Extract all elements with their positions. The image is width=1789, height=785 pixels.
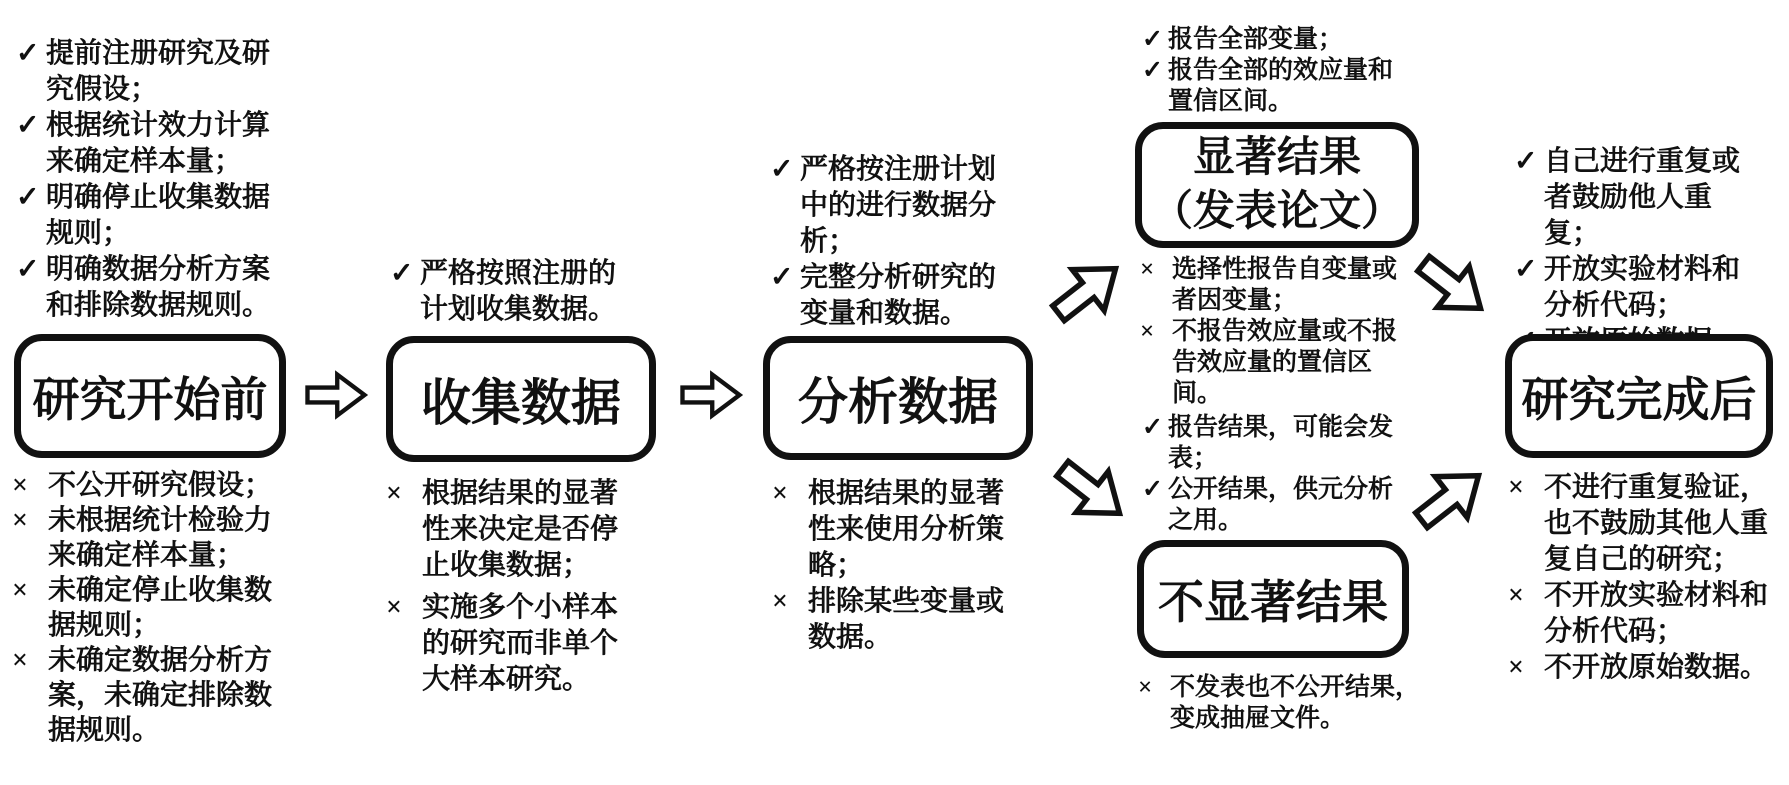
stage-title: 分析数据 (798, 374, 998, 430)
bad-practice-item: × 排除某些变量或数据。 (772, 586, 1005, 653)
arrow-collect-to-analyze-icon (680, 368, 742, 422)
good-practice-item: ✓ 报告全部变量； (1142, 26, 1344, 53)
cross-icon: × (1140, 318, 1155, 345)
stage-title: 研究开始前 (32, 374, 268, 427)
arrow-analyze-to-significant-icon (1032, 238, 1142, 344)
bad-practice-item: × 根据结果的显著性来决定是否停止收集数据； (386, 478, 619, 581)
cross-icon: × (12, 575, 28, 606)
cross-icon: × (1140, 256, 1155, 283)
check-icon: ✓ (1142, 26, 1163, 53)
bad-practice-item: × 不开放原始数据。 (1508, 650, 1770, 686)
cross-icon: × (12, 505, 28, 536)
check-icon: ✓ (770, 154, 794, 185)
cross-icon: × (1508, 652, 1524, 683)
good-practice-item: ✓ 严格按照注册的计划收集数据。 (390, 258, 617, 325)
stage-box-collect-data (386, 336, 656, 462)
arrow-analyze-to-nonsignificant-icon (1036, 438, 1146, 544)
bad-practice-item: × 实施多个小样本的研究而非单个大样本研究。 (386, 592, 619, 695)
stage-title: 研究完成后 (1521, 374, 1757, 427)
cross-icon: × (772, 478, 788, 509)
good-practice-item: ✓ 明确数据分析方案和排除数据规则。 (16, 254, 271, 321)
before-study-good-list (16, 36, 274, 324)
cross-icon: × (386, 592, 402, 623)
bad-practice-item: × 不报告效应量或不报告效应量的置信区间。 (1140, 318, 1398, 407)
check-icon: ✓ (1142, 414, 1163, 441)
stage-box-analyze-data (763, 336, 1033, 460)
check-icon: ✓ (16, 110, 40, 141)
good-practice-item: ✓ 根据统计效力计算来确定样本量； (16, 110, 271, 177)
check-icon: ✓ (390, 258, 414, 289)
after-study-bad-list (1508, 470, 1770, 686)
stage-box-before-study (14, 334, 286, 458)
check-icon: ✓ (1514, 254, 1538, 285)
good-practice-item: ✓ 公开结果，供元分析之用。 (1142, 476, 1394, 534)
collect-data-good-list (390, 256, 626, 328)
cross-icon: × (1508, 580, 1524, 611)
analyze-data-bad-list (772, 476, 1012, 656)
cross-icon: × (772, 586, 788, 617)
bad-practice-item: × 根据结果的显著性来使用分析策略； (772, 478, 1005, 581)
before-study-bad-list (12, 468, 274, 748)
bad-practice-item: × 不发表也不公开结果，变成抽屉文件。 (1138, 674, 1421, 732)
nonsignificant-bad-list (1138, 672, 1428, 734)
bad-practice-item: × 不公开研究假设； (12, 470, 273, 501)
analyze-data-good-list (770, 152, 1008, 332)
significant-bad-list (1140, 254, 1420, 409)
after-study-good-list (1514, 144, 1764, 360)
check-icon: ✓ (1142, 476, 1163, 503)
cross-icon: × (386, 478, 402, 509)
cross-icon: × (12, 645, 28, 676)
good-practice-item: ✓ 报告结果，可能会发表； (1142, 414, 1394, 472)
stage-box-significant-result (1135, 122, 1419, 248)
check-icon: ✓ (16, 254, 40, 285)
significant-good-list (1142, 24, 1412, 117)
bad-practice-item: × 不开放实验材料和分析代码； (1508, 580, 1769, 647)
check-icon: ✓ (770, 262, 794, 293)
nonsignificant-good-list (1142, 412, 1412, 536)
bad-practice-item: × 未确定停止收集数据规则； (12, 575, 273, 641)
stage-box-nonsignificant-result (1137, 540, 1409, 658)
good-practice-item: ✓ 开放实验材料和分析代码； (1514, 254, 1741, 321)
cross-icon: × (12, 470, 28, 501)
good-practice-item: ✓ 完整分析研究的变量和数据。 (770, 262, 997, 329)
stage-title-line2: （发表论文） (1150, 189, 1403, 235)
check-icon: ✓ (1514, 146, 1538, 177)
good-practice-item: ✓ 自己进行重复或者鼓励他人重复； (1514, 146, 1741, 249)
bad-practice-item: × 不进行重复验证，也不鼓励其他人重复自己的研究； (1508, 472, 1769, 575)
check-icon: ✓ (1142, 57, 1163, 84)
good-practice-item: ✓ 提前注册研究及研究假设； (16, 38, 271, 105)
good-practice-item: ✓ 严格按注册计划中的进行数据分析； (770, 154, 997, 257)
bad-practice-item: × 未确定数据分析方案，未确定排除数据规则。 (12, 645, 273, 746)
good-practice-item: ✓ 明确停止收集数据规则； (16, 182, 271, 249)
bad-practice-item: × 未根据统计检验力来确定样本量； (12, 505, 273, 571)
good-practice-item: ✓ 报告全部的效应量和置信区间。 (1142, 57, 1394, 115)
arrow-before-to-collect-icon (305, 368, 367, 422)
bad-practice-item: × 选择性报告自变量或者因变量； (1140, 256, 1398, 314)
cross-icon: × (1508, 472, 1524, 503)
stage-title-line1: 显著结果 (1192, 135, 1361, 181)
cross-icon: × (1138, 674, 1153, 701)
stage-box-after-study (1505, 334, 1773, 458)
stage-title: 收集数据 (421, 375, 621, 431)
check-icon: ✓ (16, 38, 40, 69)
collect-data-bad-list (386, 476, 626, 698)
check-icon: ✓ (16, 182, 40, 213)
stage-title: 不显著结果 (1158, 577, 1388, 628)
